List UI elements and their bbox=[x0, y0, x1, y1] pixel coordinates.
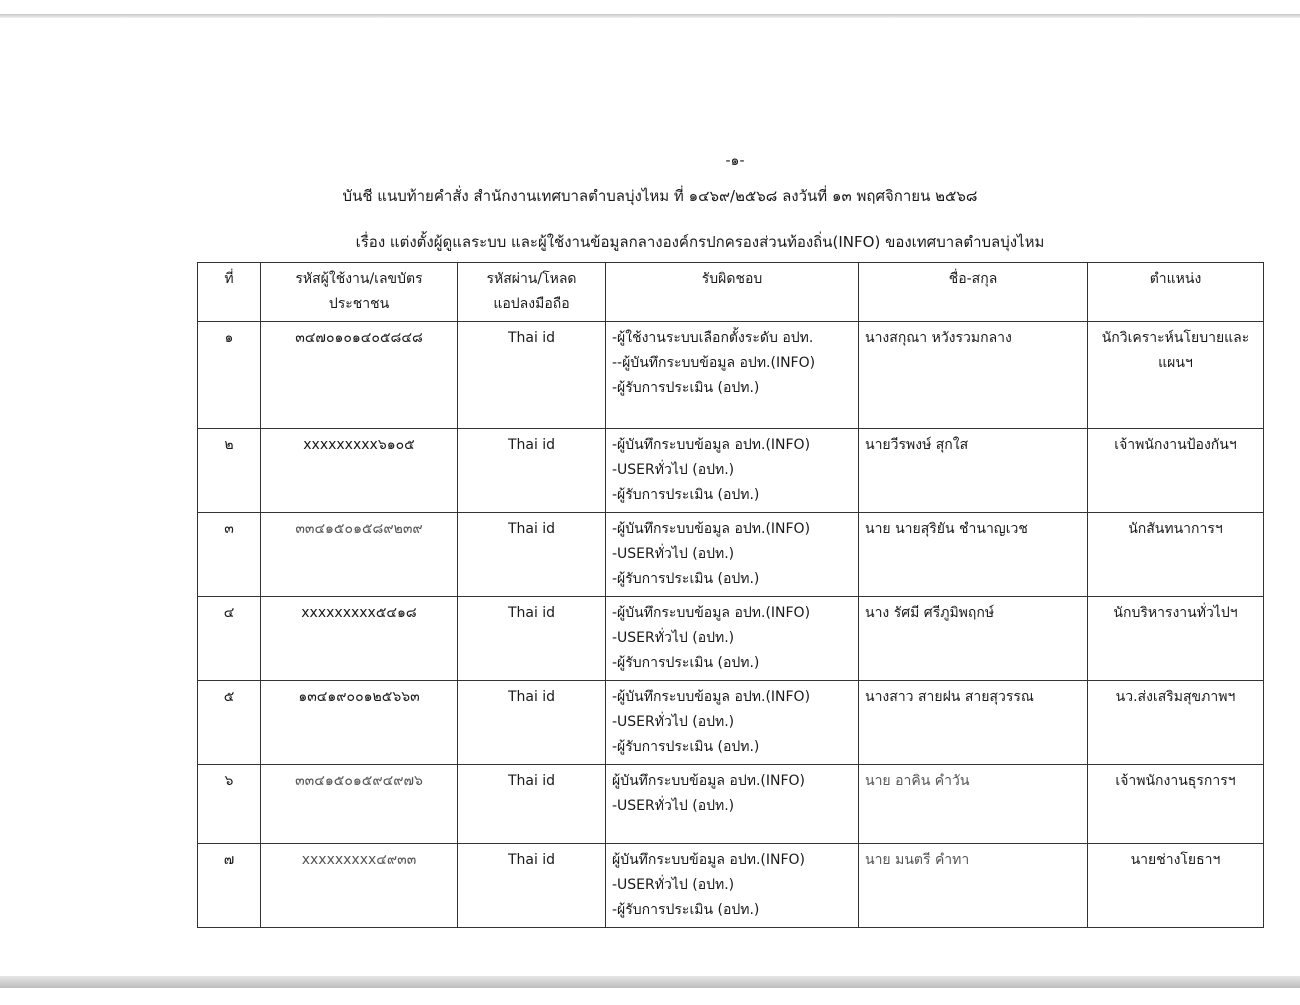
table-row bbox=[198, 765, 1264, 844]
row-responsibilities bbox=[606, 429, 859, 513]
row-name: นาง รัศมี ศรีภูมิพฤกษ์ bbox=[859, 597, 1088, 681]
row-user-id: ๑๓๔๑๙๐๐๑๒๕๖๖๓ bbox=[261, 681, 458, 765]
row-password: Thai id bbox=[458, 681, 606, 765]
responsibility-item: -USERทั่วไป (อปท.) bbox=[612, 546, 735, 562]
row-user-id: ๓๓๔๑๕๐๑๕๘๙๒๓๙ bbox=[261, 513, 458, 597]
responsibility-item: -ผู้บันทึกระบบข้อมูล อปท.(INFO) bbox=[612, 605, 811, 621]
row-name: นาย นายสุริยัน ชำนาญเวช bbox=[859, 513, 1088, 597]
table-row bbox=[198, 681, 1264, 765]
row-responsibilities bbox=[606, 597, 859, 681]
responsibility-item: ผู้บันทึกระบบข้อมูล อปท.(INFO) bbox=[612, 852, 805, 868]
header-name: ชื่อ-สกุล bbox=[859, 263, 1088, 322]
scan-edge-bottom bbox=[0, 976, 1300, 988]
responsibility-item: -USERทั่วไป (อปท.) bbox=[612, 877, 735, 893]
table-row bbox=[198, 322, 1264, 429]
row-password: Thai id bbox=[458, 322, 606, 429]
header-position: ตำแหน่ง bbox=[1088, 263, 1264, 322]
responsibility-item: -ผู้บันทึกระบบข้อมูล อปท.(INFO) bbox=[612, 437, 811, 453]
row-no: ๖ bbox=[198, 765, 261, 844]
responsibility-item: -ผู้บันทึกระบบข้อมูล อปท.(INFO) bbox=[612, 521, 811, 537]
row-password: Thai id bbox=[458, 513, 606, 597]
header-responsibility: รับผิดชอบ bbox=[606, 263, 859, 322]
header-user-id-line2: ประชาชน bbox=[328, 296, 390, 312]
header-user-id-line1: รหัสผู้ใช้งาน/เลขบัตร bbox=[295, 271, 423, 287]
table-header-row bbox=[198, 263, 1264, 322]
row-no: ๑ bbox=[198, 322, 261, 429]
row-password: Thai id bbox=[458, 765, 606, 844]
row-responsibilities bbox=[606, 765, 859, 844]
row-name: นาย มนตรี คำทา bbox=[859, 844, 1088, 928]
row-no: ๔ bbox=[198, 597, 261, 681]
row-no: ๕ bbox=[198, 681, 261, 765]
header-password-line1: รหัสผ่าน/โหลด bbox=[486, 271, 577, 287]
row-position: นว.ส่งเสริมสุขภาพฯ bbox=[1088, 681, 1264, 765]
table-row bbox=[198, 597, 1264, 681]
row-password: Thai id bbox=[458, 429, 606, 513]
table-row bbox=[198, 844, 1264, 928]
document-subject: เรื่อง แต่งตั้งผู้ดูแลระบบ และผู้ใช้งานข้อมูลกลางองค์กรปกครองส่วนท้องถิ่น(INFO) ของเทศบาลตำบลบุ่งไหม bbox=[355, 233, 1045, 251]
row-responsibilities bbox=[606, 322, 859, 429]
row-name: นายวีรพงษ์ สุกใส bbox=[859, 429, 1088, 513]
row-position: เจ้าพนักงานธุรการฯ bbox=[1088, 765, 1264, 844]
table-row bbox=[198, 429, 1264, 513]
row-position: นายช่างโยธาฯ bbox=[1088, 844, 1264, 928]
page-number: -๑- bbox=[725, 153, 745, 169]
responsibility-item: -ผู้รับการประเมิน (อปท.) bbox=[612, 487, 760, 503]
row-responsibilities bbox=[606, 513, 859, 597]
responsibility-item: -ผู้รับการประเมิน (อปท.) bbox=[612, 739, 760, 755]
responsibility-item: -USERทั่วไป (อปท.) bbox=[612, 714, 735, 730]
responsibility-item: -USERทั่วไป (อปท.) bbox=[612, 462, 735, 478]
row-user-id: xxxxxxxxx๖๑๐๕ bbox=[261, 429, 458, 513]
responsibility-item: -ผู้รับการประเมิน (อปท.) bbox=[612, 380, 760, 396]
row-responsibilities bbox=[606, 844, 859, 928]
row-user-id: xxxxxxxxx๕๔๑๘ bbox=[261, 597, 458, 681]
row-password: Thai id bbox=[458, 844, 606, 928]
responsibility-item: ผู้บันทึกระบบข้อมูล อปท.(INFO) bbox=[612, 773, 805, 789]
row-name: นางสาว สายฝน สายสุวรรณ bbox=[859, 681, 1088, 765]
responsibility-item: --ผู้บันทึกระบบข้อมูล อปท.(INFO) bbox=[612, 355, 816, 371]
row-position: นักบริหารงานทั่วไปฯ bbox=[1088, 597, 1264, 681]
responsibility-item: -USERทั่วไป (อปท.) bbox=[612, 798, 735, 814]
appointment-table bbox=[197, 262, 1264, 928]
responsibility-item: -USERทั่วไป (อปท.) bbox=[612, 630, 735, 646]
row-password: Thai id bbox=[458, 597, 606, 681]
document-title: บันชี แนบท้ายคำสั่ง สำนักงานเทศบาลตำบลบุ่งไหม ที่ ๑๔๖๙/๒๕๖๘ ลงวันที่ ๑๓ พฤศจิกายน ๒๕๖๘ bbox=[342, 187, 978, 205]
row-responsibilities bbox=[606, 681, 859, 765]
row-position: นักวิเคราะห์นโยบายและแผนฯ bbox=[1088, 322, 1264, 429]
row-name: นางสกุณา หวังรวมกลาง bbox=[859, 322, 1088, 429]
row-user-id: xxxxxxxxx๔๙๓๓ bbox=[261, 844, 458, 928]
responsibility-item: -ผู้รับการประเมิน (อปท.) bbox=[612, 902, 760, 918]
responsibility-item: -ผู้รับการประเมิน (อปท.) bbox=[612, 655, 760, 671]
row-user-id: ๓๓๔๑๕๐๑๕๙๔๙๗๖ bbox=[261, 765, 458, 844]
header-user-id bbox=[261, 263, 458, 322]
header-password bbox=[458, 263, 606, 322]
responsibility-item: -ผู้บันทึกระบบข้อมูล อปท.(INFO) bbox=[612, 689, 811, 705]
row-position: นักสันทนาการฯ bbox=[1088, 513, 1264, 597]
table-row bbox=[198, 513, 1264, 597]
header-password-line2: แอปลงมือถือ bbox=[493, 296, 570, 312]
row-name: นาย อาคิน คำวัน bbox=[859, 765, 1088, 844]
row-position: เจ้าพนักงานป้องกันฯ bbox=[1088, 429, 1264, 513]
row-no: ๒ bbox=[198, 429, 261, 513]
header-no: ที่ bbox=[198, 263, 261, 322]
responsibility-item: -ผู้ใช้งานระบบเลือกตั้งระดับ อปท. bbox=[612, 330, 814, 346]
responsibility-item: -ผู้รับการประเมิน (อปท.) bbox=[612, 571, 760, 587]
scan-edge-top bbox=[0, 14, 1300, 18]
row-user-id: ๓๔๗๐๑๐๑๔๐๕๘๔๘ bbox=[261, 322, 458, 429]
row-no: ๓ bbox=[198, 513, 261, 597]
row-no: ๗ bbox=[198, 844, 261, 928]
